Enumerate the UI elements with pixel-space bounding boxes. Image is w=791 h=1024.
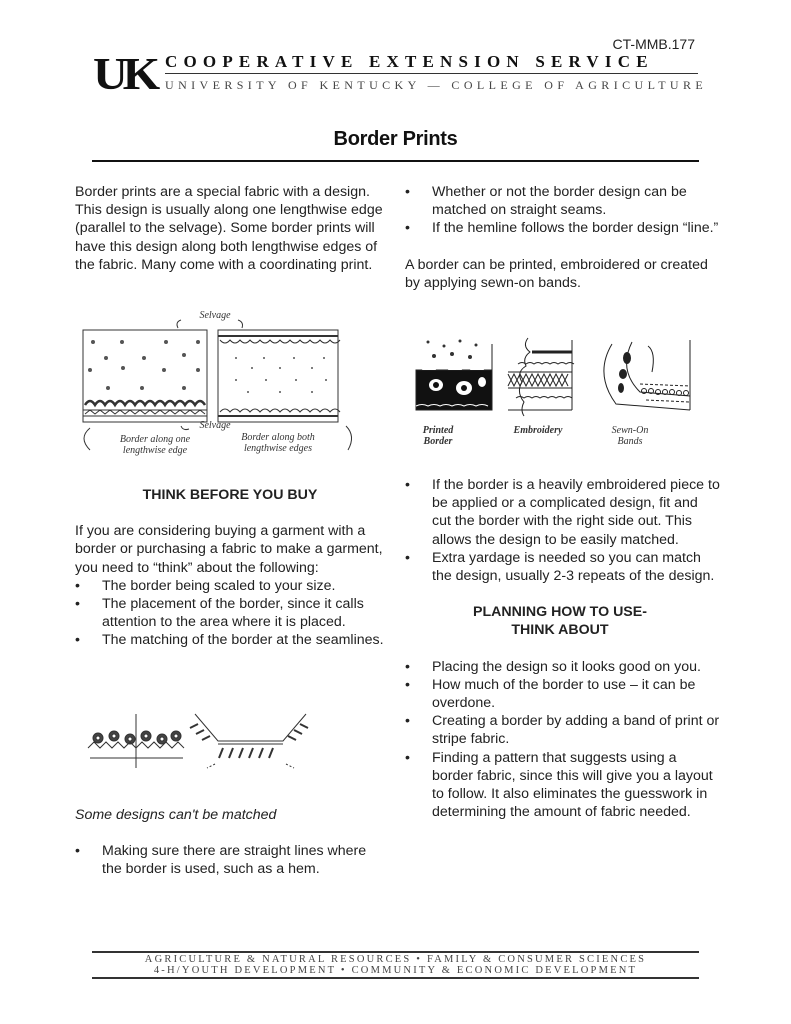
think-before-buy-section bbox=[75, 486, 385, 650]
seam-matching-illustration bbox=[78, 706, 333, 781]
intro-paragraph: Border prints are a special fabric with a design. This design is usually along one lengthwise edge (parallel to the selvage). Some border prints will have this design along both lengthwise edges of the fabric. Many come with a coordinating print. bbox=[75, 184, 383, 273]
selvage-bottom-label: Selvage bbox=[199, 420, 231, 431]
right-column-middle bbox=[405, 476, 720, 821]
section1-intro: If you are considering buying a garment with a border or purchasing a fabric to make a garment, you need to “think” about the following: bbox=[75, 523, 383, 576]
section-heading-planning: PLANNING HOW TO USE- bbox=[473, 604, 647, 621]
uk-logo-text: UK bbox=[93, 48, 155, 99]
list-item: • Placing the design so it looks good on you. bbox=[405, 658, 720, 676]
figure-border-types bbox=[408, 330, 693, 452]
label-sewn-on-bands: Sewn-On Bands bbox=[611, 425, 649, 447]
section1-bullet-list-continued bbox=[75, 842, 385, 878]
section-heading-think-about: THINK ABOUT bbox=[511, 622, 609, 639]
list-item: • If the border is a heavily embroidered piece to be applied or a complicated design, fit and cut the border with the right side out. This allows the design to be easily matched. bbox=[405, 476, 720, 549]
list-item: • Finding a pattern that suggests using a border fabric, since this will give you a layout to follow. It also eliminates the guesswork in determining the amount of fabric needed. bbox=[405, 749, 720, 822]
section1-bullet-list bbox=[75, 577, 385, 650]
cant-match-section bbox=[75, 806, 385, 879]
list-item: • Creating a border by adding a band of print or stripe fabric. bbox=[405, 712, 720, 748]
list-item: • How much of the border to use – it can be overdone. bbox=[405, 676, 720, 712]
header-university: UNIVERSITY OF KENTUCKY — COLLEGE OF AGRICULTURE bbox=[165, 78, 708, 92]
right-bullet-list-top bbox=[405, 183, 720, 238]
planning-bullet-list bbox=[405, 658, 720, 822]
list-item: • The border being scaled to your size. bbox=[75, 577, 385, 595]
list-item: • The matching of the border at the seamlines. bbox=[75, 631, 385, 649]
header-rule bbox=[165, 73, 698, 74]
title-rule bbox=[92, 160, 699, 162]
label-printed-border: Printed Border bbox=[422, 425, 454, 447]
footer-line2: 4-H/YOUTH DEVELOPMENT • COMMUNITY & ECONOMIC DEVELOPMENT bbox=[153, 965, 638, 976]
page-title: Border Prints bbox=[333, 128, 458, 150]
figure-border-edges bbox=[78, 308, 363, 468]
border-types-paragraph: A border can be printed, embroidered or created by applying sewn-on bands. bbox=[405, 256, 708, 291]
footer-rule-bottom bbox=[92, 977, 699, 979]
list-item: • The placement of the border, since it calls attention to the area where it is placed. bbox=[75, 595, 385, 631]
selvage-top-label: Selvage bbox=[199, 310, 231, 321]
list-item: • Extra yardage is needed so you can match the design, usually 2-3 repeats of the design. bbox=[405, 549, 720, 585]
section-heading-think-before-buy: THINK BEFORE YOU BUY bbox=[142, 487, 318, 503]
footer-line1: AGRICULTURE & NATURAL RESOURCES • FAMILY & CONSUMER SCIENCES bbox=[144, 954, 647, 965]
list-item: • Making sure there are straight lines where the border is used, such as a hem. bbox=[75, 842, 385, 878]
caption-both-edges: Border along both lengthwise edges bbox=[241, 432, 315, 454]
header-organization: COOPERATIVE EXTENSION SERVICE bbox=[165, 52, 654, 71]
figure-seam-matching bbox=[78, 706, 333, 781]
list-item: • Whether or not the border design can be matched on straight seams. bbox=[405, 183, 720, 219]
document-number: CT-MMB.177 bbox=[612, 36, 695, 52]
list-item: • If the hemline follows the border design “line.” bbox=[405, 219, 720, 237]
right-column-top bbox=[405, 183, 720, 292]
label-embroidery: Embroidery bbox=[513, 425, 563, 436]
uk-logo bbox=[93, 48, 161, 99]
footer-rule-top bbox=[92, 951, 699, 953]
figure2-caption: Some designs can't be matched bbox=[75, 807, 277, 823]
right-bullet-list-middle bbox=[405, 476, 720, 585]
border-types-illustration bbox=[408, 330, 693, 425]
caption-one-edge: Border along one lengthwise edge bbox=[119, 434, 191, 456]
left-column bbox=[75, 183, 385, 274]
